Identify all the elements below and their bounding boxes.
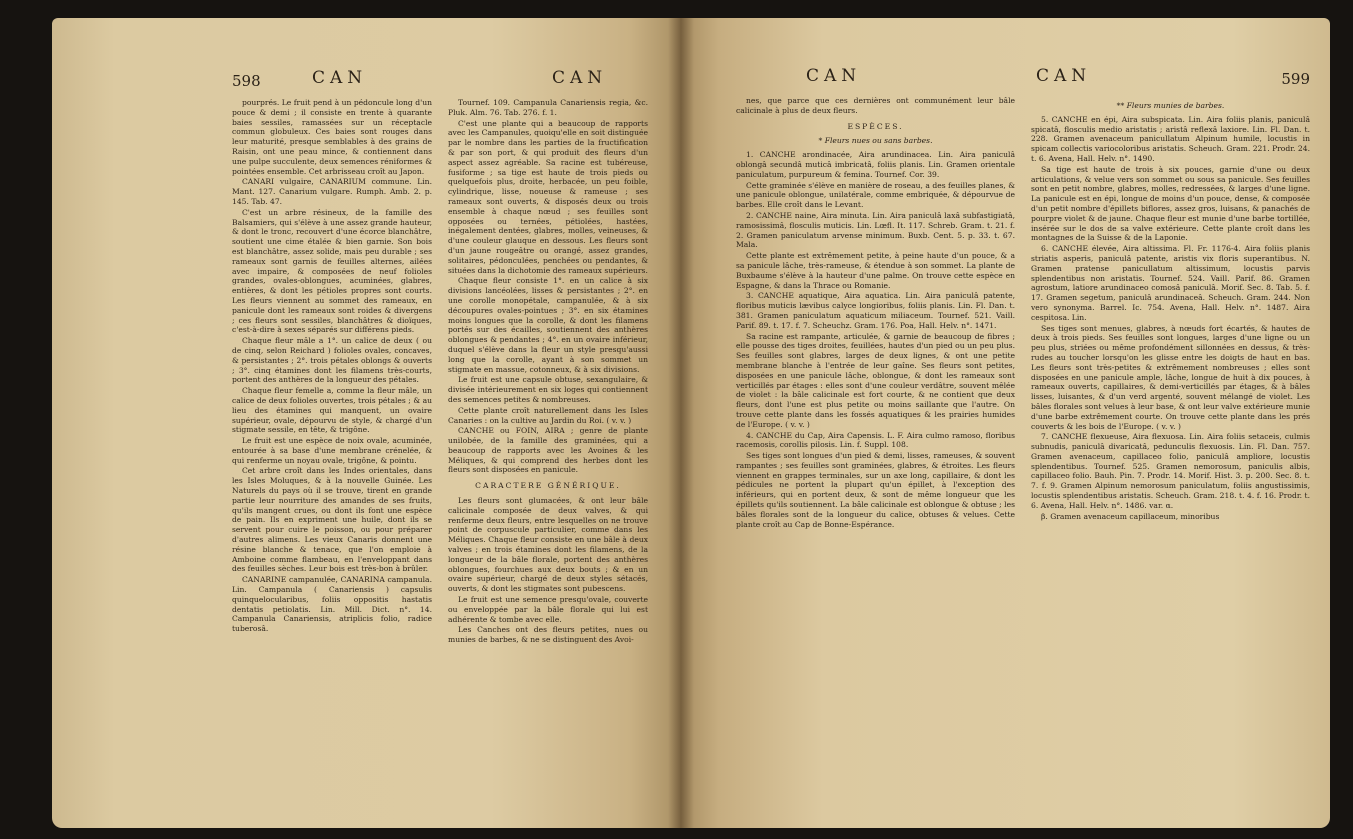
paragraph: Les Canches ont des fleurs petites, nues ou munies de barbes, & ne se distinguent des Avoi-	[448, 625, 648, 645]
paragraph: Cette plante croît naturellement dans les Isles Canaries : on la cultive au Jardin du Roi. ( v. v. )	[448, 405, 648, 425]
left-page	[52, 18, 680, 828]
paragraph: CANARINE campanulée, CANARINA campanula. Lin. Campanula ( Canariensis ) capsulis quinquelocularibus, foliis oppositis hastatis dentatis petiolatis. Lin. Mill. Dict. n°. 14. Campanula Canariensis, atriplicis folio, radice tuberosâ.	[232, 575, 432, 634]
paragraph: Ses tiges sont menues, glabres, à nœuds fort écartés, & hautes de deux à trois pieds. Ses feuilles sont longues, larges d'une ligne ou un peu plus, striées ou même profondément sillonnées en dessus, & très-rudes au toucher lorsqu'on les glisse entre les doigts de haut en bas. Les fleurs sont très-petites & extrêmement nombreuses ; elles sont disposées en une panicule ample, lâche, longue de huit à dix pouces, à rameaux ouverts, capillaires, & demi-verticillés par étages, & à bâles lisses, luisantes, & d'un verd argenté, souvent mélangé de violet. Les bâles florales sont velues à leur base, & ont leur valve extérieure munie d'une barbe extrêmement courte. On trouve cette plante dans les prés couverts & les bois de l'Europe. ( v. v. )	[1031, 323, 1310, 431]
section-heading: ESPÈCES.	[847, 121, 904, 131]
paragraph: Cette plante est extrêmement petite, à peine haute d'un pouce, & a sa panicule lâche, très-rameuse, & étendue à son sommet. La plante de Buxbaume s'élève à la hauteur d'une palme. On trouve cette espèce en Espagne, & dans la Thrace ou Romanie.	[736, 251, 1015, 290]
paragraph: 2. CANCHE naine, Aira minuta. Lin. Aira paniculâ laxâ subfastigiatâ, ramosissimâ, flosculis muticis. Lin. Lœfl. It. 117. Schreb. Gram. t. 21. f. 2. Gramen paniculatum arvense minimum. Buxb. Cent. 5. p. 33. t. 67. Mala.	[736, 210, 1015, 250]
right-page-header	[736, 66, 1310, 92]
left-column-2	[448, 98, 648, 646]
headword-right-2: CAN	[1036, 66, 1092, 86]
paragraph: Chaque fleur mâle a 1°. un calice de deux ( ou de cinq, selon Reichard ) folioles ovales, concaves, & persistantes ; 2°. trois pétales oblongs & ouverts ; 3°. cinq étamines dont les filamens très-courts, portent des anthères de la longueur des pétales.	[232, 336, 432, 385]
paragraph: 7. CANCHE flexueuse, Aira flexuosa. Lin. Aira foliis setaceis, culmis subnudis, paniculâ divaricatâ, pedunculis flexuosis. Lin. Fl. Dan. 757. Gramen avenaceum, capillaceo folio, paniculâ ampliore, locustis splendentibus. Tournef. 525. Gramen nemorosum, paniculis albis, capillaceo folio. Bauh. Pin. 7. Prodr. 14. Morif. Hist. 3. p. 200. Sec. 8. t. 7. f. 9. Gramen Alpinum nemorosum paniculatum, foliis angustissimis, locustis splendentibus aristatis. Scheuch. Gram. 218. t. 4. f. 16. Prodr. t. 6. Avena, Hall. Helv. n°. 1486. var. α.	[1031, 432, 1310, 510]
subsection-heading: * Fleurs nues ou sans barbes.	[818, 136, 933, 146]
paragraph: nes, que parce que ces dernières ont communément leur bâle calicinale à plus de deux fleurs.	[736, 96, 1015, 115]
section-heading: CARACTERE GÉNÉRIQUE.	[475, 481, 621, 491]
page-number-left: 598	[232, 72, 261, 90]
paragraph: C'est un arbre résineux, de la famille des Balsamiers, qui s'élève à une assez grande hauteur, & dont le tronc, recouvert d'une écorce blanchâtre, soutient une cime étalée & bien garnie. Son bois est blanchâtre, assez solide, mais peu durable ; ses rameaux sont garnis de feuilles alternes, ailées avec impaire, & composées de neuf folioles grandes, ovales-oblongues, acuminées, glabres, entières, & dont les pétioles propres sont courts. Les fleurs viennent au sommet des rameaux, en panicule dont les rameaux sont roides & divergens ; ces fleurs sont sessiles, blanchâtres & dioïques, c'est-à-dire à sexes séparés sur différens pieds.	[232, 207, 432, 335]
paragraph: Tournef. 109. Campanula Canariensis regia, &c. Pluk. Alm. 76. Tab. 276. f. 1.	[448, 98, 648, 117]
paragraph: CANARI vulgaire, CANARIUM commune. Lin. Mant. 127. Canarium vulgare. Rumph. Amb. 2. p. 145. Tab. 47.	[232, 177, 432, 206]
paragraph: Le fruit est une semence presqu'ovale, couverte ou enveloppée par la bâle florale qui lui est adhérente & tombe avec elle.	[448, 595, 648, 624]
paragraph: Ses tiges sont longues d'un pied & demi, lisses, rameuses, & souvent rampantes ; ses feuilles sont graminées, glabres, & étroites. Les fleurs viennent en grappes terminales, sur un axe long, capillaire, & dont les pédicules ne portent la plupart qu'un épillet, à l'exception des inférieurs, qui en portent deux, & sont de même longueur que les épillets qu'ils soutiennent. La bâle calicinale est oblongue & obtuse ; les bâles florales sont de la longueur du calice, obtuses & velues. Cette plante croît au Cap de Bonne-Espérance.	[736, 451, 1015, 529]
paragraph: C'est une plante qui a beaucoup de rapports avec les Campanules, quoiqu'elle en soit distinguée par le nombre dans les parties de la fructification & par son port, & qui produit des fleurs d'un aspect assez agréable. Sa racine est tubéreuse, fusiforme ; sa tige est haute de trois pieds ou quelquefois plus, droite, herbacée, un peu foible, cylindrique, lisse, noueuse & rameuse ; ses rameaux sont ouverts, & disposés deux ou trois ensemble à chaque nœud ; ses feuilles sont opposées ou ternées, pétiolées, hastées, inégalement dentées, glabres, molles, veineuses, & d'une couleur glauque en dessous. Les fleurs sont d'un jaune rougeâtre ou orangé, assez grandes, solitaires, pédonculées, penchées ou pendantes, & situées dans la dichotomie des rameaux supérieurs.	[448, 118, 648, 275]
paragraph: 1. CANCHE arondinacée, Aira arundinacea. Lin. Aira paniculâ oblongâ secundâ muticâ imbricatâ, foliis planis. Lin. Gramen orientale paniculatum, purpureum & femina. Tournef. Cor. 39.	[736, 150, 1015, 179]
paragraph: β. Gramen avenaceum capillaceum, minoribus	[1041, 511, 1220, 521]
left-page-header	[232, 68, 648, 94]
paragraph: 3. CANCHE aquatique, Aira aquatica. Lin. Aira paniculâ patente, floribus muticis lævibus calyce longioribus, foliis planis. Lin. Fl. Dan. t. 381. Gramen paniculatum aquaticum miliaceum. Tournef. 521. Vaill. Parif. 89. t. 17. f. 7. Scheuchz. Gram. 176. Poa, Hall. Helv. n°. 1471.	[736, 291, 1015, 330]
paragraph: 5. CANCHE en épi, Aira subspicata. Lin. Aira foliis planis, paniculâ spicatâ, flosculis medio aristatis ; aristâ reflexâ laxiore. Lin. Fl. Dan. t. 228. Gramen avenaceum panicullatum Alpinum humile, locustis in spicam collectis variocoloribus aristatis. Scheuch. Gram. 221. Prodr. 24. t. 6. Avena, Hall. Helv. n°. 1490.	[1031, 114, 1310, 163]
paragraph: Les fleurs sont glumacées, & ont leur bâle calicinale composée de deux valves, & qui renferme deux fleurs, entre lesquelles on ne trouve point de corpuscule particulier, comme dans les Méliques. Chaque fleur consiste en une bâle à deux valves ; en trois étamines dont les filamens, de la longueur de la bâle florale, portent des anthères oblongues, fourchues aux deux bouts ; & en un ovaire supérieur, chargé de deux styles sétacés, ouverts, & dont les stigmates sont pubescens.	[448, 496, 648, 594]
paragraph: 6. CANCHE élevée, Aira altissima. Fl. Fr. 1176-4. Aira foliis planis striatis asperis, paniculâ patente, aristis vix floris superantibus. N. Gramen pratense panicullatum altissimum, locustis parvis splendentibus non aristatis. Tournef. 524. Vaill. Parif. 86. Gramen agrostum, latiore arundinaceo comosâ paniculâ. Morif. Sec. 8. Tab. 5. f. 17. Gramen segetum, paniculâ arundinaceâ. Scheuch. Gram. 244. Non vero synonyma. Barrel. Ic. 754. Avena, Hall. Helv. n°. 1487. Aira cespitosa. Lin.	[1031, 244, 1310, 322]
headword-right-1: CAN	[806, 66, 862, 86]
paragraph: Le fruit est une capsule obtuse, sexangulaire, & divisée intérieurement en six loges qui contiennent des semences petites & nombreuses.	[448, 375, 648, 404]
paragraph: Sa tige est haute de trois à six pouces, garnie d'une ou deux articulations, & velue vers son sommet ou sous sa panicule. Ses feuilles sont en petit nombre, glabres, molles, redressées, & larges d'une ligne. La panicule est en épi, longue de moins d'un pouce, dense, & composée d'un petit nombre d'épillets biflores, assez gros, luisans, & panachés de pourpre violet & de jaune. Chaque fleur est munie d'une barbe tortillée, insérée sur le dos de sa valve extérieure. Cette plante croît dans les montagnes de la Suisse & de la Laponie.	[1031, 164, 1310, 243]
paragraph: CANCHE ou FOIN, AIRA ; genre de plante unilobée, de la famille des graminées, qui a beaucoup de rapports avec les Avoines & les Méliques, & qui comprend des herbes dont les fleurs sont disposées en panicule.	[448, 426, 648, 475]
paragraph: Sa racine est rampante, articulée, & garnie de beaucoup de fibres ; elle pousse des tiges droites, feuillées, hautes d'un pied ou un peu plus. Ses feuilles sont glabres, larges de deux lignes, & ont une petite membrane blanche à l'entrée de leur gaîne. Ses fleurs sont petites, disposées en une panicule lâche, oblongue, & dont les rameaux sont verticillés par étages : elles sont d'une couleur verdâtre, souvent mêlée de violet : la bâle calicinale est fort courte, & ne contient que deux fleurs, dont l'une est plus petite ou moins saillante que l'autre. On trouve cette plante dans les fossés aquatiques & les prairies humides de l'Europe. ( v. v. )	[736, 331, 1015, 429]
paragraph: Cette graminée s'élève en manière de roseau, a des feuilles planes, & une panicule oblongue, unilatérale, comme embriquée, & dépourvue de barbes. Elle croît dans le Levant.	[736, 180, 1015, 210]
headword-left-1: CAN	[312, 68, 368, 88]
paragraph: Chaque fleur consiste 1°. en un calice à six divisions lancéolées, lisses & persistantes ; 2°. en une corolle monopétale, campanulée, & à six découpures ovales-pointues ; 3°. en six étamines moins longues que la corolle, & dont les filamens portés sur des écailles, soutiennent des anthères oblongues & pendantes ; 4°. en un ovaire inférieur, duquel s'élève dans la fleur un style presqu'aussi long que la corolle, ayant à son sommet un stigmate en massue, cotonneux, & à six divisions.	[448, 276, 648, 374]
right-column-2	[1031, 96, 1310, 530]
right-column-1	[736, 96, 1015, 530]
headword-left-2: CAN	[552, 68, 608, 88]
subsection-heading: ** Fleurs munies de barbes.	[1116, 101, 1225, 110]
paragraph: 4. CANCHE du Cap, Aira Capensis. L. F. Aira culmo ramoso, floribus racemosis, corollis pilosis. Lin. f. Suppl. 108.	[736, 430, 1015, 450]
paragraph: pourprés. Le fruit pend à un pédoncule long d'un pouce & demi ; il consiste en trente à quarante baies sessiles, ramassées sur un réceptacle commun globuleux. Ces baies sont rouges dans leur maturité, presque semblables à des grains de Raisin, ont une peau mince, & contiennent dans une pulpe succulente, deux semences réniformes & pointées ensemble. Cet arbrisseau croît au Japon.	[232, 98, 432, 176]
paragraph: Chaque fleur femelle a, comme la fleur mâle, un calice de deux folioles ouvertes, trois pétales ; & au lieu des étamines qui manquent, un ovaire supérieur, ovale, dépourvu de style, & chargé d'un stigmate sessile, en tête, & trigône.	[232, 386, 432, 435]
right-page	[680, 18, 1330, 828]
paragraph: Le fruit est une espèce de noix ovale, acuminée, entourée à sa base d'une membrane crénelée, & qui renferme un noyau ovale, trigône, & pointu.	[232, 436, 432, 465]
paragraph: Cet arbre croît dans les Indes orientales, dans les Isles Moluques, & à la nouvelle Guinée. Les Naturels du pays où il se trouve, tirent en grande partie leur nourriture des amandes de ses fruits, qu'ils mangent crues, ou dont ils font une espèce de pain. Ils en expriment une huile, dont ils se servent pour cuire le poisson, ou pour préparer d'autres alimens. Les vieux Canaris donnent une résine blanche & tenace, que l'on emploie à Amboine comme flambeau, en l'enveloppant dans des feuilles sèches. Leur bois est très-bon à brûler.	[232, 466, 432, 574]
book-gutter	[668, 18, 694, 828]
left-column-1	[232, 98, 432, 646]
page-number-right: 599	[1281, 70, 1310, 88]
